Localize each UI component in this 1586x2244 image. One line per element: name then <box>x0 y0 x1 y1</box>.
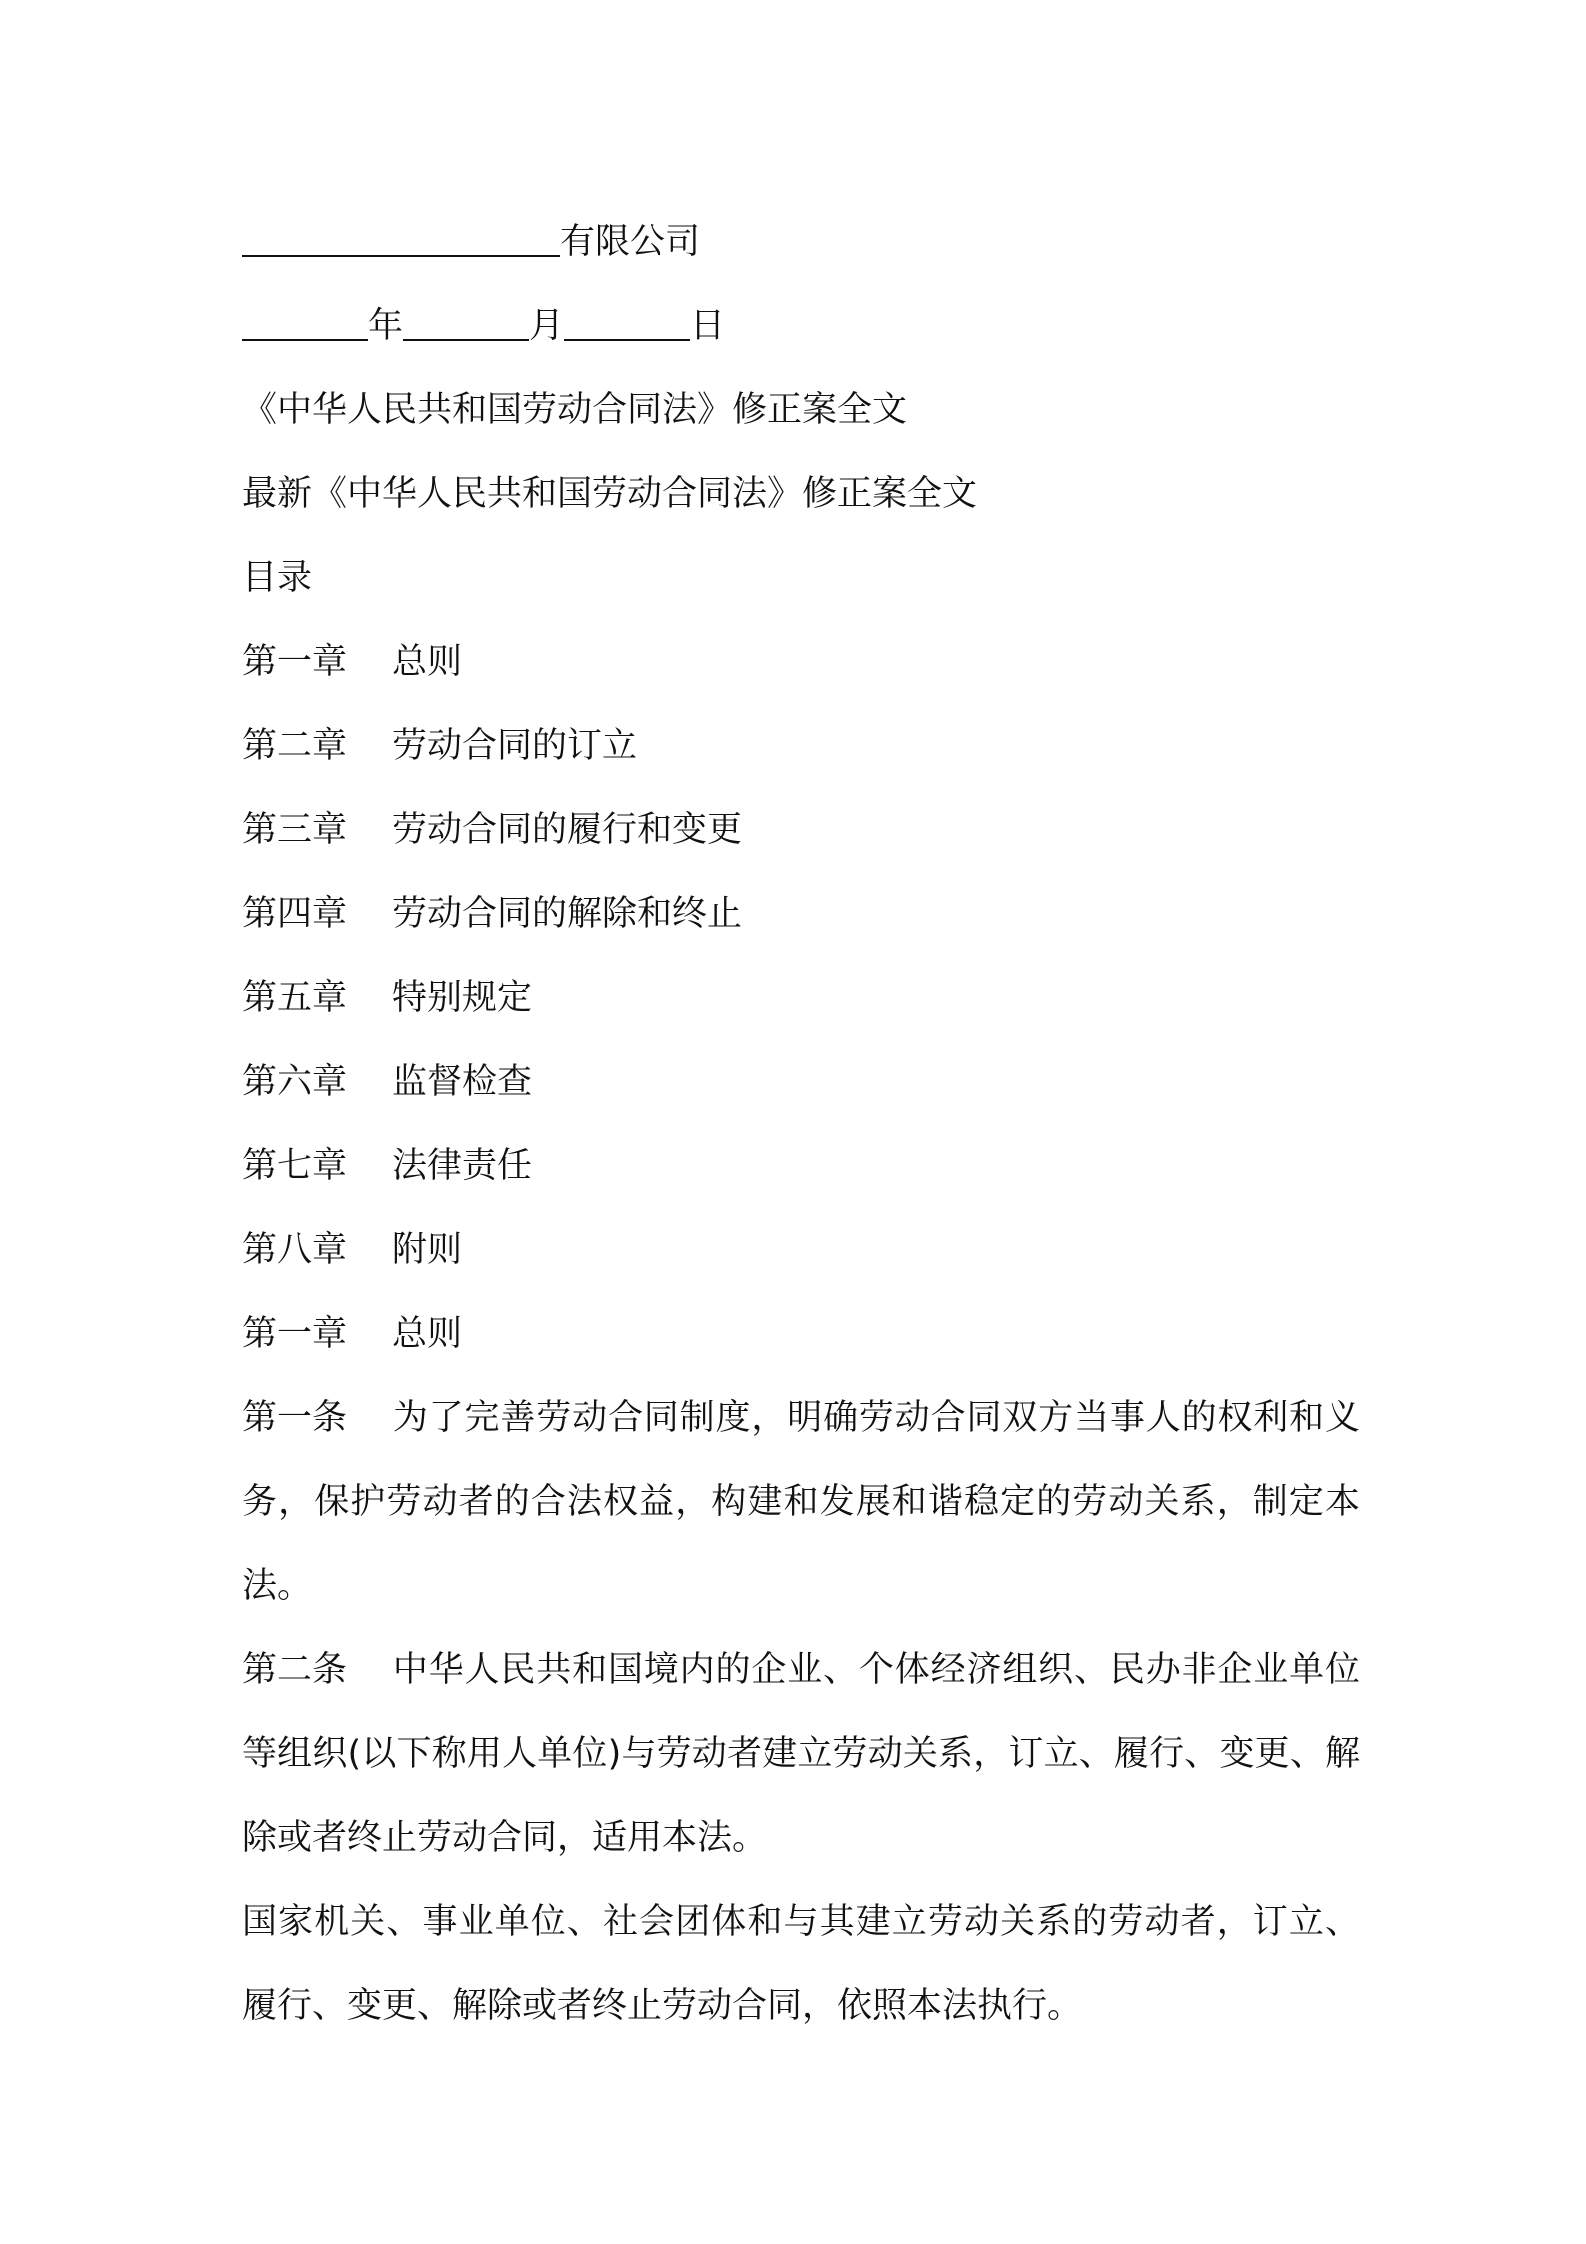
chapter-name: 总则 <box>392 1314 463 1354</box>
toc-item <box>242 1124 1360 1208</box>
toc-chapter-number: 第二章 <box>242 726 348 766</box>
toc-chapter-name: 法律责任 <box>392 1146 533 1186</box>
toc-item <box>242 1208 1360 1292</box>
toc-item <box>242 872 1360 956</box>
year-label: 年 <box>368 306 404 346</box>
chapter-number: 第一章 <box>242 1314 348 1354</box>
article-paragraph <box>242 1376 1360 1628</box>
toc-item <box>242 704 1360 788</box>
year-blank <box>242 305 368 341</box>
toc-chapter-number: 第三章 <box>242 810 348 850</box>
document-subtitle: 最新《中华人民共和国劳动合同法》修正案全文 <box>242 474 978 514</box>
article-paragraph <box>242 1628 1360 1880</box>
toc-chapter-name: 劳动合同的履行和变更 <box>392 810 743 850</box>
article-number: 第一条 <box>242 1398 348 1438</box>
toc-chapter-name: 劳动合同的订立 <box>392 726 638 766</box>
day-label: 日 <box>690 306 726 346</box>
toc-chapter-name: 总则 <box>392 642 463 682</box>
toc-chapter-number: 第四章 <box>242 894 348 934</box>
month-blank <box>403 305 529 341</box>
toc-chapter-name: 附则 <box>392 1230 463 1270</box>
toc-chapter-number: 第八章 <box>242 1230 348 1270</box>
toc-chapter-number: 第六章 <box>242 1062 348 1102</box>
toc-chapter-number: 第五章 <box>242 978 348 1018</box>
day-blank <box>564 305 690 341</box>
toc-chapter-number: 第七章 <box>242 1146 348 1186</box>
article-text: 中华人民共和国境内的企业、个体经济组织、民办非企业单位等组织(以下称用人单位)与劳动者建立劳动关系，订立、履行、变更、解除或者终止劳动合同，适用本法。 <box>242 1650 1360 1858</box>
date-line <box>242 284 1360 368</box>
toc-chapter-number: 第一章 <box>242 642 348 682</box>
company-name-blank <box>242 221 560 257</box>
company-name-line <box>242 200 1360 284</box>
toc-item <box>242 788 1360 872</box>
toc-chapter-name: 特别规定 <box>392 978 533 1018</box>
toc-item <box>242 620 1360 704</box>
body-paragraph: 国家机关、事业单位、社会团体和与其建立劳动关系的劳动者，订立、履行、变更、解除或者终止劳动合同，依照本法执行。 <box>242 1902 1360 2026</box>
toc-chapter-name: 监督检查 <box>392 1062 533 1102</box>
toc-chapter-name: 劳动合同的解除和终止 <box>392 894 743 934</box>
article-number: 第二条 <box>242 1650 348 1690</box>
chapter-heading <box>242 1292 1360 1376</box>
toc-item <box>242 956 1360 1040</box>
company-suffix: 有限公司 <box>560 222 701 262</box>
toc-heading: 目录 <box>242 558 313 598</box>
month-label: 月 <box>529 306 565 346</box>
document-content <box>242 200 1360 2048</box>
document-title: 《中华人民共和国劳动合同法》修正案全文 <box>242 390 908 430</box>
toc-item <box>242 1040 1360 1124</box>
article-text: 为了完善劳动合同制度，明确劳动合同双方当事人的权利和义务，保护劳动者的合法权益，构建和发展和谐稳定的劳动关系，制定本法。 <box>242 1398 1360 1606</box>
